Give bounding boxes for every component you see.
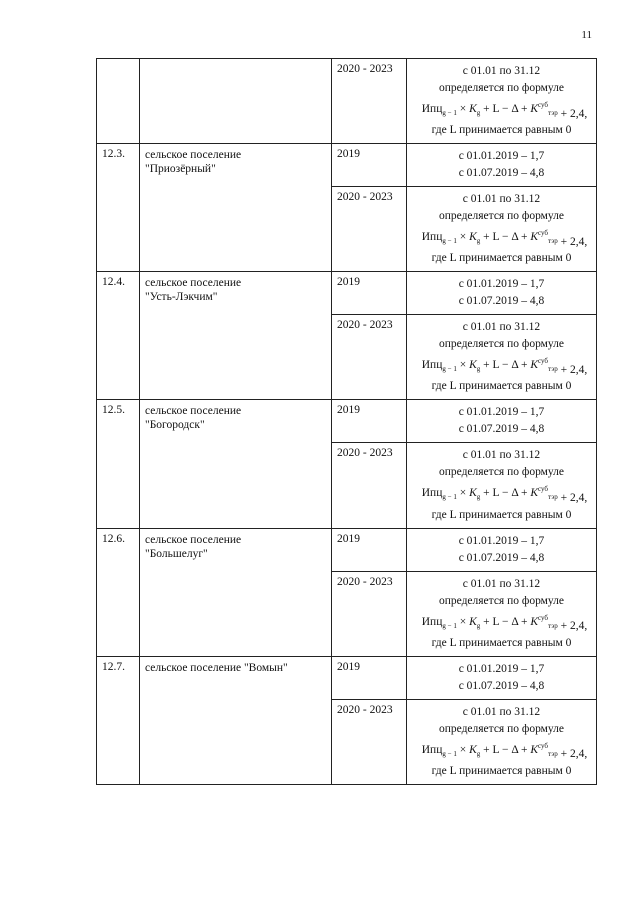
formula-k: K [469,359,477,372]
value-line: с 01.01 по 31.12 [462,449,541,462]
row-number: 12.7. [97,656,140,784]
formula-ipc: Ипц [421,359,443,372]
value-line: с 01.01.2019 – 1,7 [458,662,545,675]
value-line: определяется по формуле [438,210,565,223]
value-line: определяется по формуле [438,466,565,479]
index-formula: $Ипц_{g - 1} \times K_g + L - \Delta + K^{суб}_{тэр} + 2,4$, [421,741,588,761]
formula-ipc: Ипц [421,615,443,628]
formula-kter: K [530,359,538,372]
settlement-name [140,656,332,784]
table-row [97,272,597,315]
index-value [407,144,597,187]
period-years: 2020 - 2023 [332,571,407,656]
value-line: с 01.01.2019 – 1,7 [458,278,545,291]
formula-kter: K [530,230,538,243]
formula-middle: + L − Δ + [483,230,528,243]
row-number [97,59,140,144]
settlement-name [140,59,332,144]
formula-k: K [469,102,477,115]
settlement-name-line: сельское поселение [145,149,242,162]
period-years: 2020 - 2023 [332,699,407,784]
settlement-name-line: "Усть-Лэкчим" [145,291,218,304]
value-line: с 01.01 по 31.12 [462,65,541,77]
formula-middle: + L − Δ + [483,487,528,500]
settlement-name-line: "Большелуг" [145,547,208,560]
row-number: 12.5. [97,400,140,528]
formula-kter-sub: тэр [547,109,558,118]
formula-kter-sub: тэр [547,493,558,502]
formula-kter: K [530,615,538,628]
settlement-name-line: сельское поселение [145,277,242,290]
formula-k-sub: g [476,109,481,118]
formula-kter-sup: суб [538,229,548,238]
value-line: с 01.07.2019 – 4,8 [458,423,545,436]
value-line: определяется по формуле [438,594,565,607]
table-row [97,144,597,187]
tariff-table [96,58,597,785]
index-formula: $Ипц_{g - 1} \times K_g + L - \Delta + K^{суб}_{тэр} + 2,4$, [421,101,588,120]
formula-tail: + 2,4, [560,748,588,761]
formula-middle: + L − Δ + [483,615,528,628]
value-line: с 01.01 по 31.12 [462,705,541,718]
index-value [407,187,597,272]
formula-kter: K [530,102,538,115]
settlement-name [140,272,332,400]
formula-middle: + L − Δ + [483,102,528,115]
formula-kter-sup: суб [538,357,548,366]
period-years: 2019 [332,528,407,571]
value-line: с 01.01 по 31.12 [462,321,541,334]
row-number: 12.4. [97,272,140,400]
table-row [97,528,597,571]
settlement-name-line: сельское поселение "Вомын" [145,661,288,674]
formula-ipc: Ипц [421,102,443,115]
formula-k-sub: g [476,237,481,246]
value-line: с 01.07.2019 – 4,8 [458,167,545,180]
formula-kter-sub: тэр [547,365,558,374]
formula-tail: + 2,4, [560,620,588,633]
formula-ipc-sub: g − 1 [442,493,457,502]
table-row [97,656,597,699]
row-number: 12.3. [97,144,140,272]
value-line: с 01.01 по 31.12 [462,577,541,590]
index-formula: $Ипц_{g - 1} \times K_g + L - \Delta + K^{суб}_{тэр} + 2,4$, [421,485,588,505]
index-formula: $Ипц_{g - 1} \times K_g + L - \Delta + K^{суб}_{тэр} + 2,4$, [421,357,588,377]
formula-ipc: Ипц [421,487,443,500]
settlement-name [140,144,332,272]
value-line: определяется по формуле [438,338,565,351]
value-line: где L принимается равным 0 [431,124,572,137]
value-line: где L принимается равным 0 [431,636,572,649]
period-years: 2019 [332,144,407,187]
index-value [407,59,597,144]
row-number: 12.6. [97,528,140,656]
index-value [407,443,597,528]
formula-tail: + 2,4, [560,492,588,505]
period-years: 2020 - 2023 [332,443,407,528]
settlement-name [140,528,332,656]
value-line: с 01.07.2019 – 4,8 [458,679,545,692]
formula-ipc: Ипц [421,230,443,243]
table-row [97,59,597,144]
formula-kter-sup: суб [538,101,548,109]
formula-k: K [469,487,477,500]
period-years: 2019 [332,656,407,699]
index-formula: $Ипц_{g - 1} \times K_g + L - \Delta + K^{суб}_{тэр} + 2,4$, [421,613,588,633]
value-line: с 01.01.2019 – 1,7 [458,534,545,547]
formula-ipc-sub: g − 1 [442,365,457,374]
formula-k: K [469,230,477,243]
formula-k-sub: g [476,493,481,502]
formula-k: K [469,743,477,756]
formula-middle: + L − Δ + [483,359,528,372]
index-formula: $Ипц_{g - 1} \times K_g + L - \Delta + K^{суб}_{тэр} + 2,4$, [421,229,588,248]
settlement-name [140,400,332,528]
formula-middle: + L − Δ + [483,743,528,756]
formula-ipc-sub: g − 1 [442,109,457,118]
formula-k-sub: g [476,621,481,630]
formula-tail: + 2,4, [560,235,588,248]
formula-kter-sub: тэр [547,749,558,758]
period-years: 2019 [332,400,407,443]
value-line: с 01.01.2019 – 1,7 [458,150,545,163]
formula-kter-sup: суб [538,613,548,622]
settlement-name-line: "Богородск" [145,419,205,432]
value-line: с 01.07.2019 – 4,8 [458,551,545,564]
settlement-name-line: "Приозёрный" [145,163,216,176]
formula-tail: + 2,4, [560,107,588,120]
index-value [407,699,597,784]
period-years: 2020 - 2023 [332,59,407,144]
formula-kter-sub: тэр [547,621,558,630]
index-value [407,656,597,699]
settlement-name-line: сельское поселение [145,405,242,418]
value-line: где L принимается равным 0 [431,764,572,777]
tariff-table-body [97,59,597,785]
formula-k-sub: g [476,365,481,374]
formula-ipc-sub: g − 1 [442,237,457,246]
formula-k-sub: g [476,749,481,758]
index-value [407,315,597,400]
value-line: с 01.01.2019 – 1,7 [458,406,545,419]
formula-tail: + 2,4, [560,364,588,377]
value-line: где L принимается равным 0 [431,380,572,393]
value-line: определяется по формуле [438,722,565,735]
value-line: определяется по формуле [438,82,565,94]
formula-kter: K [530,743,538,756]
formula-ipc-sub: g − 1 [442,749,457,758]
index-value [407,400,597,443]
formula-ipc-sub: g − 1 [442,621,457,630]
table-row [97,400,597,443]
formula-k: K [469,615,477,628]
value-line: с 01.01 по 31.12 [462,193,541,206]
period-years: 2020 - 2023 [332,315,407,400]
formula-ipc: Ипц [421,743,443,756]
index-value [407,528,597,571]
index-value [407,571,597,656]
index-value [407,272,597,315]
value-line: где L принимается равным 0 [431,252,572,265]
settlement-name-line: сельское поселение [145,533,242,546]
formula-kter: K [530,487,538,500]
page-number: 11 [581,29,592,41]
formula-kter-sub: тэр [547,237,558,246]
value-line: с 01.07.2019 – 4,8 [458,295,545,308]
formula-kter-sup: суб [538,741,548,750]
period-years: 2019 [332,272,407,315]
value-line: где L принимается равным 0 [431,508,572,521]
period-years: 2020 - 2023 [332,187,407,272]
formula-kter-sup: суб [538,485,548,494]
